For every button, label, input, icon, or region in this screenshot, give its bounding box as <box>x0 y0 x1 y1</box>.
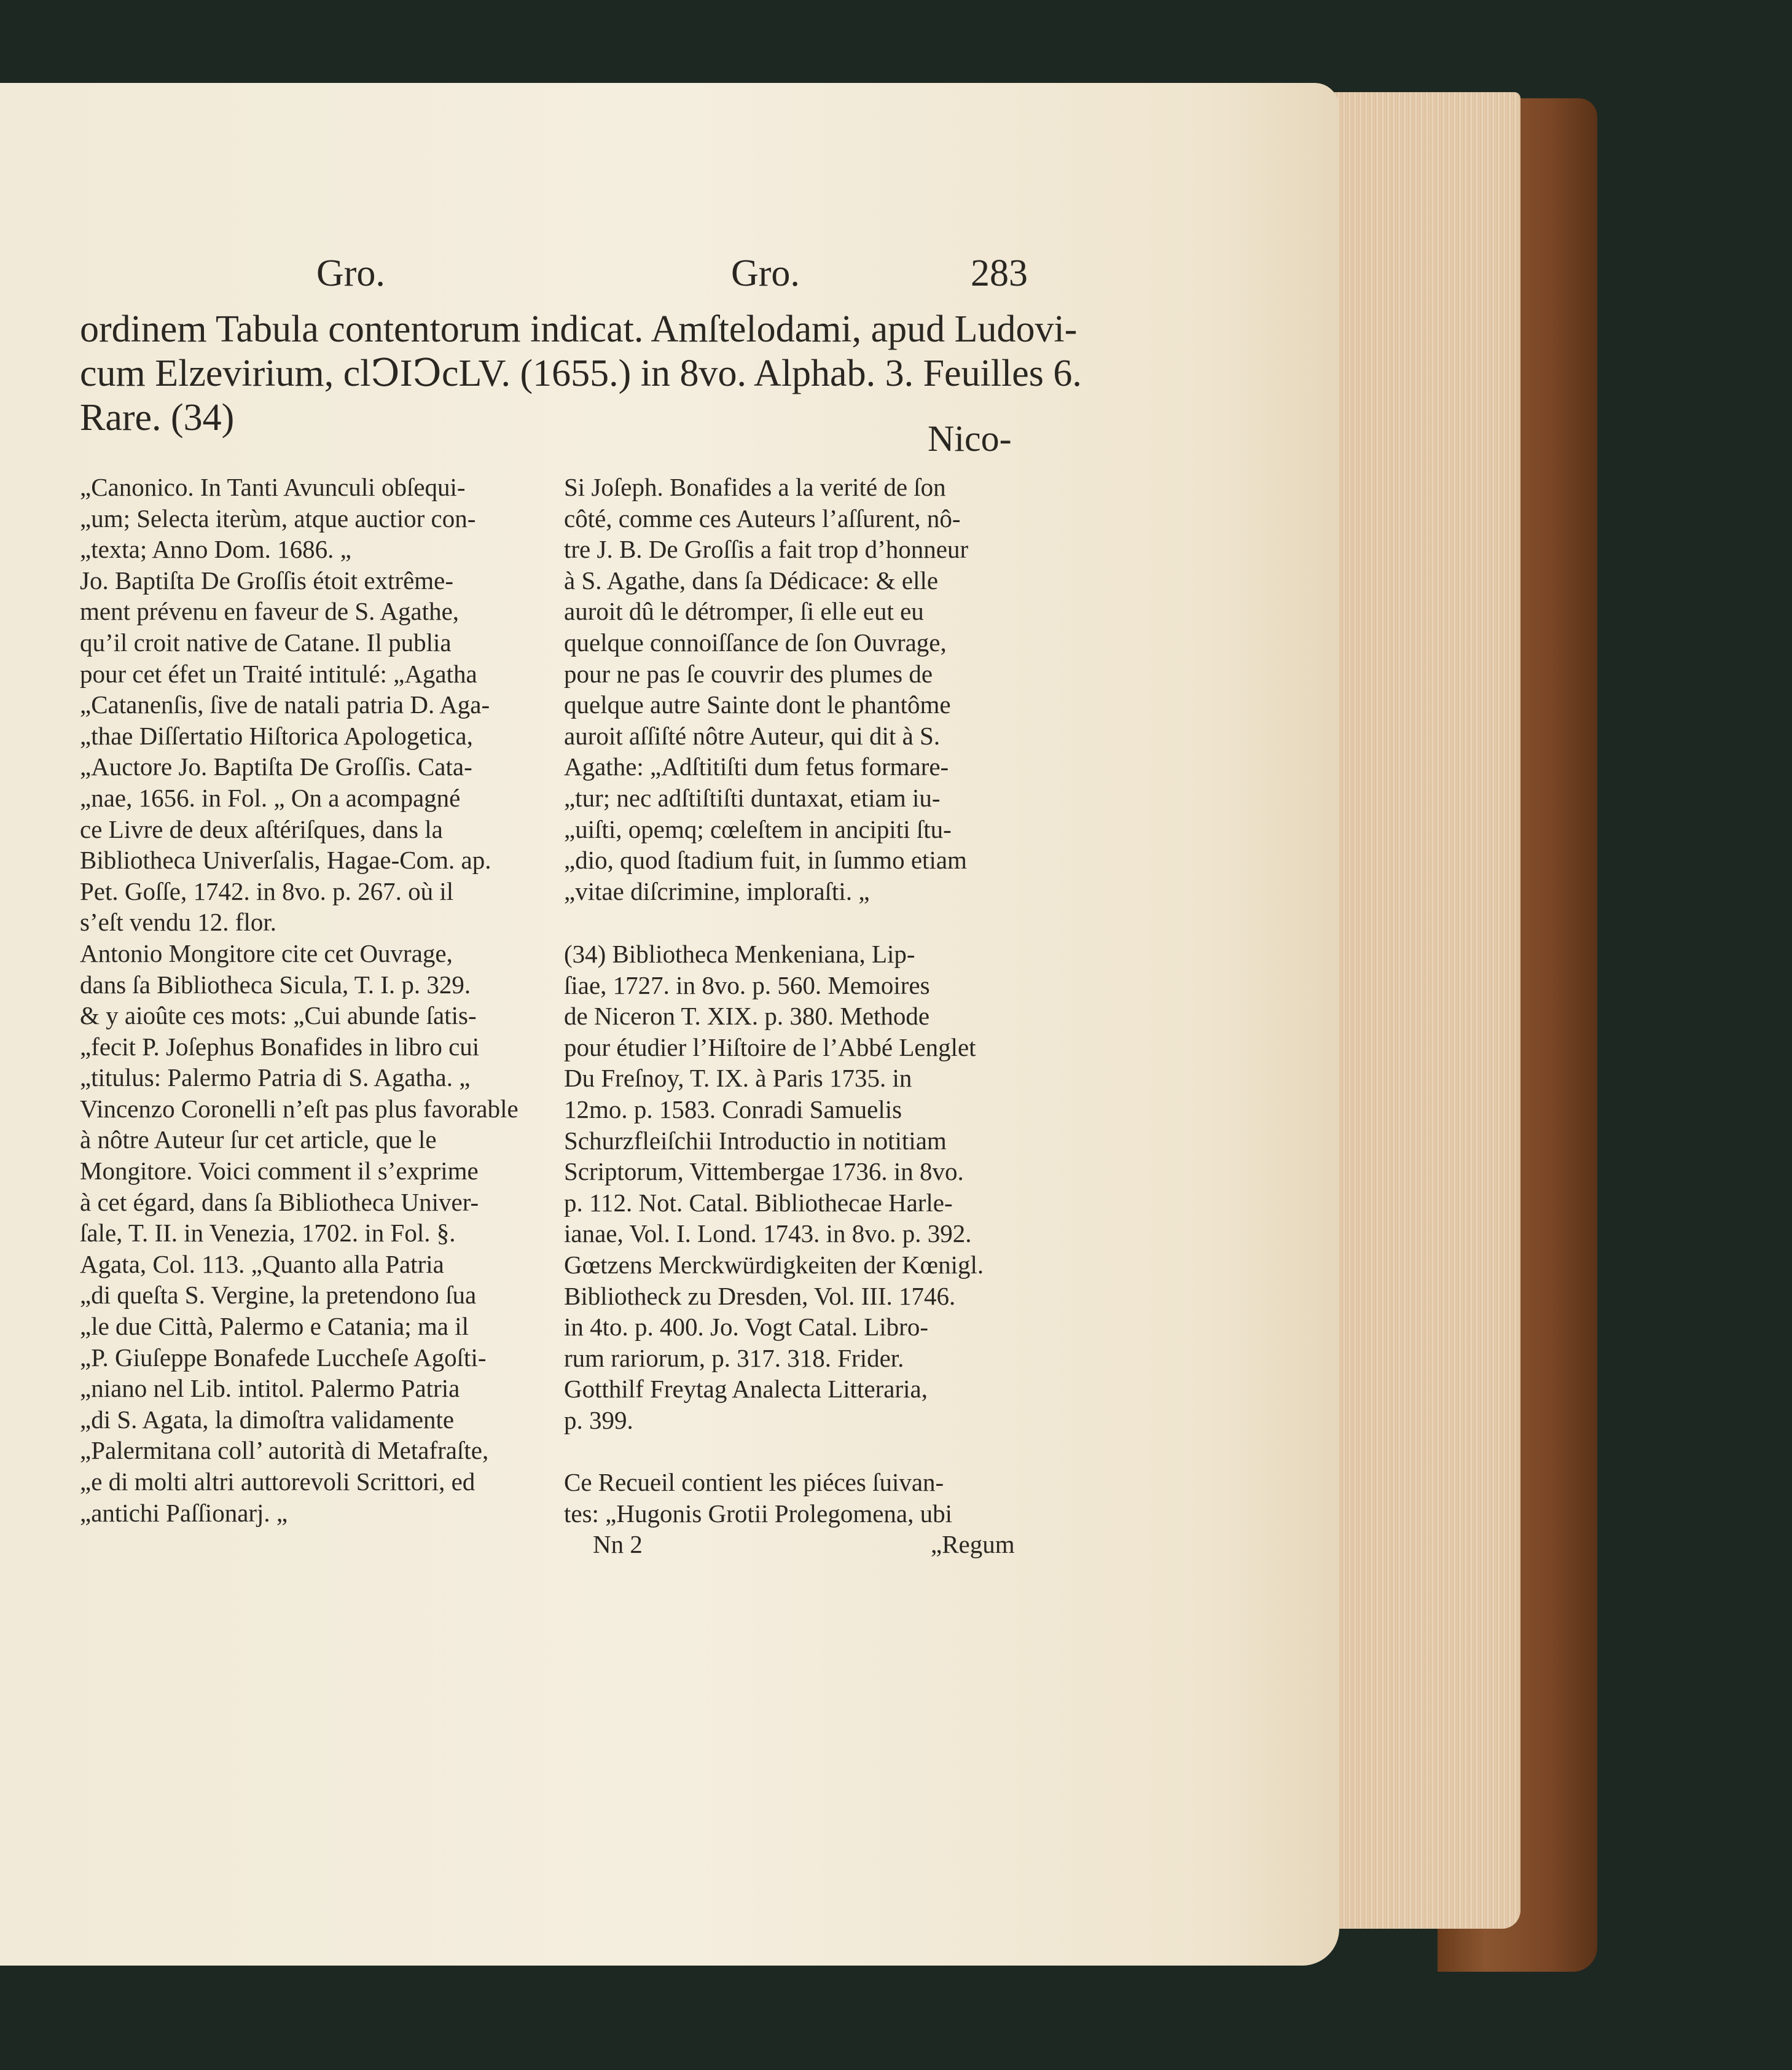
left-line: „e di molti altri auttorevoli Scrittori, ed <box>80 1467 475 1496</box>
right-line: côté, comme ces Auteurs l’aſſurent, nô- <box>564 504 961 533</box>
right-line: tre J. B. De Groſſis a fait trop d’honneur <box>564 535 969 564</box>
right-line: auroit dû le détromper, ſi elle eut eu <box>564 597 924 626</box>
right-line: pour ne pas ſe couvrir des plumes de <box>564 659 933 688</box>
left-line: Bibliotheca Univerſalis, Hagae-Com. ap. <box>80 846 491 875</box>
right-line: „vitae diſcrimine, imploraſti. „ <box>564 877 870 905</box>
left-line: „um; Selecta iterùm, atque auctior con- <box>80 504 476 533</box>
right-line: Si Joſeph. Bonafides a la verité de ſon <box>564 473 946 501</box>
left-line: „Auctore Jo. Baptiſta De Groſſis. Cata- <box>80 752 472 781</box>
left-line: „le due Città, Palermo e Catania; ma il <box>80 1312 469 1341</box>
top-line-1: ordinem Tabula contentorum indicat. Amſtelodami, apud Ludovi- <box>80 308 1078 350</box>
left-line: pour cet éfet un Traité intitulé: „Agatha <box>80 659 477 688</box>
right-line: „dio, quod ſtadium fuit, in ſummo etiam <box>564 846 967 875</box>
left-line: Pet. Goſſe, 1742. in 8vo. p. 267. où il <box>80 877 454 905</box>
right-line: à S. Agathe, dans ſa Dédicace: & elle <box>564 566 939 595</box>
left-line: qu’il croit native de Catane. Il publia <box>80 628 452 657</box>
right-line: in 4to. p. 400. Jo. Vogt Catal. Libro- <box>564 1313 928 1342</box>
top-line-3: Rare. (34) <box>80 397 235 439</box>
left-line: „di queſta S. Vergine, la pretendono ſua <box>80 1281 477 1310</box>
catchword-top: Nico- <box>928 418 1012 459</box>
catchword-bottom: „Regum <box>931 1530 1015 1558</box>
left-line: à cet égard, dans ſa Bibliotheca Univer- <box>80 1187 479 1216</box>
left-line: „nae, 1656. in Fol. „ On a acompagné <box>80 783 461 812</box>
left-line: ſale, T. II. in Venezia, 1702. in Fol. §. <box>80 1219 456 1248</box>
right-line: „tur; nec adſtiſtiſti duntaxat, etiam iu- <box>564 783 941 812</box>
right-line: Ce Recueil contient les piéces ſuivan- <box>564 1468 944 1496</box>
right-line: 12mo. p. 1583. Conradi Samuelis <box>564 1095 902 1123</box>
left-line: Agata, Col. 113. „Quanto alla Patria <box>80 1249 444 1278</box>
left-line: Jo. Baptiſta De Groſſis étoit extrême- <box>80 566 454 595</box>
right-line: p. 399. <box>564 1405 633 1434</box>
running-head-left: Gro. <box>316 252 385 294</box>
right-line: de Niceron T. XIX. p. 380. Methode <box>564 1002 930 1031</box>
left-line: Antonio Mongitore cite cet Ouvrage, <box>80 939 453 967</box>
page-edges <box>1324 92 1520 1929</box>
left-line: „Canonico. In Tanti Avunculi obſequi- <box>80 473 466 501</box>
page-number: 283 <box>971 252 1028 294</box>
right-line: rum rariorum, p. 317. 318. Frider. <box>564 1343 904 1372</box>
left-column <box>80 472 518 1528</box>
left-line: s’eſt vendu 12. flor. <box>80 908 276 937</box>
left-line: „thae Diſſertatio Hiſtorica Apologetica, <box>80 721 473 750</box>
running-head-center: Gro. <box>731 252 800 294</box>
left-line: „texta; Anno Dom. 1686. „ <box>80 535 351 564</box>
left-line: Mongitore. Voici comment il s’exprime <box>80 1157 479 1185</box>
left-line: ment prévenu en faveur de S. Agathe, <box>80 597 460 626</box>
left-line: ce Livre de deux aſtériſques, dans la <box>80 814 443 843</box>
left-line: „di S. Agata, la dimoſtra validamente <box>80 1405 455 1434</box>
right-line: Agathe: „Adſtitiſti dum fetus formare- <box>564 752 949 781</box>
left-line: „P. Giuſeppe Bonafede Luccheſe Agoſti- <box>80 1343 487 1372</box>
left-line: „antichi Paſſionarj. „ <box>80 1498 288 1527</box>
right-line: „uiſti, opemq; cœleſtem in ancipiti ſtu- <box>564 814 952 843</box>
left-line: „titulus: Palermo Patria di S. Agatha. „ <box>80 1063 471 1092</box>
right-line: tes: „Hugonis Grotii Prolegomena, ubi <box>564 1499 952 1528</box>
right-line: quelque autre Sainte dont le phantôme <box>564 690 951 719</box>
right-line: Schurzfleiſchii Introductio in notitiam <box>564 1126 947 1155</box>
left-line: Vincenzo Coronelli n’eſt pas plus favorable <box>80 1094 518 1123</box>
left-line: & y aioûte ces mots: „Cui abunde ſatis- <box>80 1001 477 1030</box>
right-line: (34) Bibliotheca Menkeniana, Lip- <box>564 940 915 968</box>
right-column-paragraph-3 <box>564 1467 952 1529</box>
left-line: „Palermitana coll’ autorità di Metafraſte, <box>80 1436 489 1465</box>
right-line: Bibliotheck zu Dresden, Vol. III. 1746. <box>564 1281 956 1310</box>
right-line: Du Freſnoy, T. IX. à Paris 1735. in <box>564 1064 912 1093</box>
left-line: dans ſa Bibliotheca Sicula, T. I. p. 329. <box>80 970 471 999</box>
left-line: à nôtre Auteur ſur cet article, que le <box>80 1125 437 1154</box>
signature-mark: Nn 2 <box>593 1530 643 1558</box>
right-line: quelque connoiſſance de ſon Ouvrage, <box>564 628 947 657</box>
right-line: pour étudier l’Hiſtoire de l’Abbé Lenglet <box>564 1033 976 1061</box>
right-line: auroit aſſiſté nôtre Auteur, qui dit à S. <box>564 721 941 750</box>
right-line: Gœtzens Merckwürdigkeiten der Kœnigl. <box>564 1250 984 1279</box>
right-line: ianae, Vol. I. Lond. 1743. in 8vo. p. 392. <box>564 1219 972 1248</box>
right-line: Gotthilf Freytag Analecta Litteraria, <box>564 1375 928 1404</box>
right-line: ſiae, 1727. in 8vo. p. 560. Memoires <box>564 971 930 999</box>
right-line: Scriptorum, Vittembergae 1736. in 8vo. <box>564 1157 964 1186</box>
top-line-2: cum Elzevirium, clↃIↃcLV. (1655.) in 8vo. Alphab. 3. Feuilles 6. <box>80 353 1082 394</box>
right-column-paragraph-1 <box>564 472 968 907</box>
left-line: „Catanenſis, ſive de natali patria D. Aga- <box>80 690 490 719</box>
right-column-footnote-34 <box>564 939 984 1436</box>
left-line: „niano nel Lib. intitol. Palermo Patria <box>80 1374 460 1403</box>
right-line: p. 112. Not. Catal. Bibliothecae Harle- <box>564 1188 953 1217</box>
left-line: „fecit P. Joſephus Bonafides in libro cui <box>80 1032 480 1061</box>
